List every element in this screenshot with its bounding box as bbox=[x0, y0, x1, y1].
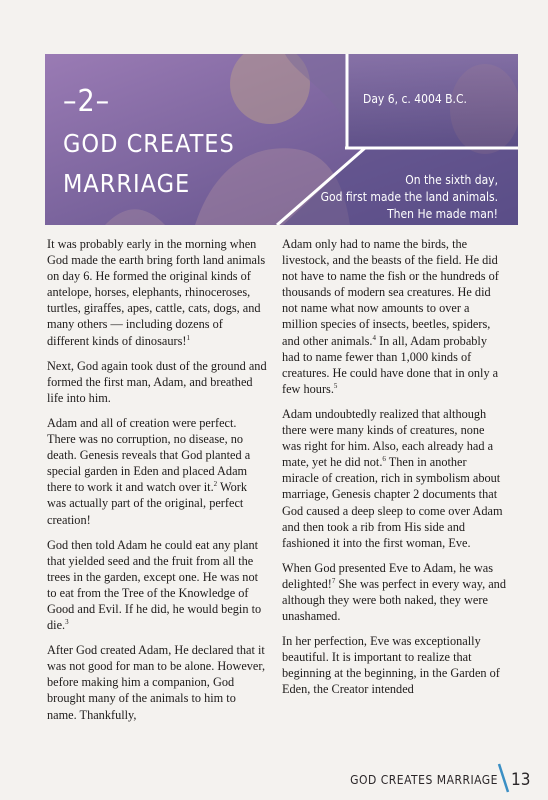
paragraph: In her perfection, Eve was exceptionally beautiful. It is important to realize that beginning at the beginning, in the Garden of Eden, the Creator intended bbox=[282, 634, 500, 697]
summary-line: God first made the land animals. bbox=[320, 190, 498, 204]
chapter-summary bbox=[321, 172, 498, 223]
footnote-ref[interactable]: 1 bbox=[186, 333, 190, 342]
paragraph: Adam undoubtedly realized that although there were many kinds of creatures, none was right for him. Also, each already had a mate, yet he did not.$^6$ Then in another miracle of creation, rich in symbolism about marriage, Genesis chapter 2 documents that God caused a deep sleep to come over Adam and then took a rib from His side and fashioned it into the first woman, Eve. bbox=[282, 406, 503, 550]
footnote-ref[interactable]: 6 bbox=[382, 455, 386, 464]
running-footer-title: GOD CREATES MARRIAGE bbox=[350, 773, 498, 787]
footnote-ref[interactable]: 2 bbox=[213, 480, 218, 489]
footnote-ref[interactable]: 3 bbox=[65, 618, 69, 627]
footnote-ref[interactable]: 5 bbox=[333, 381, 338, 390]
summary-line: Then He made man! bbox=[387, 207, 498, 221]
paragraph: Adam and all of creation were perfect. There was no corruption, no disease, no death. Genesis reveals that God planted a special garden in Eden and placed Adam there to work it and watch over it.$^2$ Work was actually part of the original, perfect creation! bbox=[47, 415, 251, 527]
paragraph: God then told Adam he could eat any plant that yielded seed and the fruit from all the trees in the garden, except one. He was not to eat from the Tree of the Knowledge of Good and Evil. If he did, he would begin to die.$^3$ bbox=[47, 537, 262, 633]
paragraph: It was probably early in the morning when God made the earth bring forth land animals on day 6. He formed the original kinds of antelope, horses, elephants, rhinoceroses, turtles, giraffes, apes, cattle, cats, dogs, and many others — including dozens of different kinds of dinosaurs!$^1$ bbox=[47, 237, 266, 348]
footnote-ref[interactable]: 7 bbox=[331, 576, 336, 585]
chapter-banner bbox=[45, 54, 518, 225]
text-column-left bbox=[47, 236, 267, 746]
footer-slash-ornament bbox=[497, 763, 511, 793]
paragraph: After God created Adam, He declared that it was not good for man to be alone. However, before making him a companion, God brought many of the animals to him to name. Thankfully, bbox=[47, 643, 266, 722]
paragraph: When God presented Eve to Adam, he was delighted!$^7$ She was perfect in every way, and although they were both naked, they were unashamed. bbox=[282, 560, 506, 624]
footnote-ref[interactable]: 4 bbox=[372, 333, 376, 342]
paragraph: Next, God again took dust of the ground and formed the first man, Adam, and breathed life into him. bbox=[47, 358, 267, 405]
text-column-right bbox=[282, 236, 506, 746]
chapter-date: Day 6, c. 4004 B.C. bbox=[363, 92, 467, 106]
chapter-title: GOD CREATES MARRIAGE bbox=[63, 129, 235, 198]
page-number: 13 bbox=[511, 770, 531, 790]
paragraph: Adam only had to name the birds, the livestock, and the beasts of the field. He did not have to name the fish or the hundreds of thousands of modern sea creatures. He did not name what now amounts to over a million species of insects, beetles, spiders, and other animals.$^4$ In all, Adam probably had to name fewer than 1,000 kinds of creatures. He could have done that in only a few hours.$^5$ bbox=[282, 237, 499, 396]
chapter-number: –2– bbox=[63, 84, 111, 119]
summary-line: On the sixth day, bbox=[405, 173, 498, 187]
